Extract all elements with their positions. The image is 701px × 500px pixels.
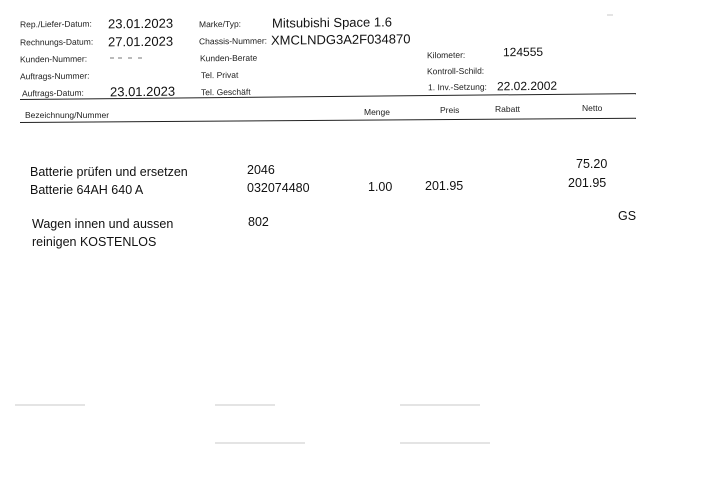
order-date-label: Auftrags-Datum: — [22, 87, 84, 99]
column-description: Bezeichnung/Nummer — [25, 110, 110, 120]
registration-date-value: 22.02.2002 — [497, 78, 558, 94]
item-1-number-1: 2046 — [247, 163, 275, 177]
scan-mark — [215, 404, 275, 406]
column-net: Netto — [582, 103, 603, 113]
faint-mark — [138, 57, 142, 59]
order-number-label: Auftrags-Nummer: — [20, 70, 90, 82]
item-2-net-code: GS — [618, 209, 637, 223]
item-1-price: 201.95 — [425, 179, 464, 193]
faint-mark — [128, 57, 132, 59]
delivery-date-label: Rep./Liefer-Datum: — [20, 18, 92, 30]
scan-mark — [400, 404, 480, 406]
item-2-description-line-2: reinigen KOSTENLOS — [32, 235, 157, 249]
header-bottom-rule — [20, 118, 636, 123]
license-plate-label: Kontroll-Schild: — [427, 65, 485, 77]
faint-mark — [110, 57, 114, 59]
customer-number-label: Kunden-Nummer: — [20, 53, 88, 65]
scan-mark — [215, 442, 305, 444]
item-2-number-1: 802 — [248, 215, 269, 229]
invoice-date-value: 27.01.2023 — [108, 33, 174, 50]
registration-date-label: 1. Inv.-Setzung: — [428, 81, 487, 93]
item-1-description-line-1: Batterie prüfen und ersetzen — [30, 165, 188, 179]
column-discount: Rabatt — [495, 104, 521, 114]
item-1-description-line-2: Batterie 64AH 640 A — [30, 183, 144, 197]
make-type-value: Mitsubishi Space 1.6 — [272, 14, 392, 31]
delivery-date-value: 23.01.2023 — [108, 15, 174, 32]
column-quantity: Menge — [364, 107, 390, 117]
item-1-number-2: 032074480 — [247, 181, 310, 195]
invoice-date-label: Rechnungs-Datum: — [20, 36, 94, 48]
column-price: Preis — [440, 105, 460, 115]
chassis-number-label: Chassis-Nummer: — [199, 35, 268, 47]
item-1-quantity: 1.00 — [368, 180, 393, 194]
make-type-label: Marke/Typ: — [199, 18, 242, 30]
faint-mark — [118, 57, 122, 59]
chassis-number-value: XMCLNDG3A2F034870 — [271, 31, 411, 48]
mileage-label: Kilometer: — [427, 49, 466, 61]
scan-mark — [15, 404, 85, 406]
phone-private-label: Tel. Privat — [201, 69, 239, 81]
item-1-net-2: 201.95 — [568, 176, 607, 190]
mileage-value: 124555 — [503, 44, 544, 60]
item-2-description-line-1: Wagen innen und aussen — [32, 217, 174, 231]
item-1-net-1: 75.20 — [576, 157, 608, 171]
order-date-value: 23.01.2023 — [110, 83, 176, 100]
scan-mark — [400, 442, 490, 444]
phone-business-label: Tel. Geschäft — [201, 86, 251, 98]
scan-mark — [607, 14, 613, 16]
customer-advisor-label: Kunden-Berate — [200, 52, 258, 64]
